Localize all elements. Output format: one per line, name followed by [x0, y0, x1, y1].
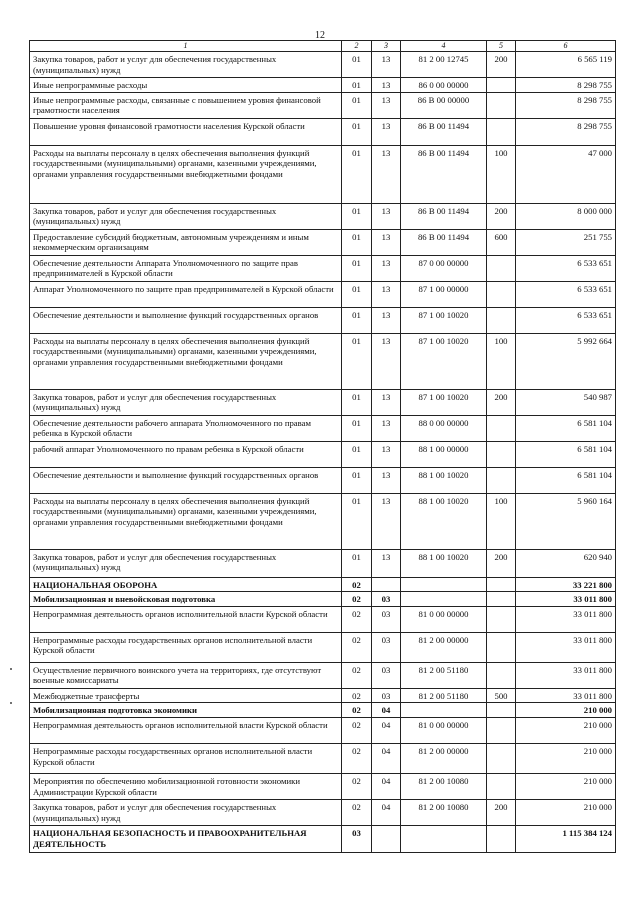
row-amount: 8 298 755: [516, 92, 616, 118]
row-name: рабочий аппарат Уполномоченного по правам ребенка в Курской области: [30, 441, 342, 467]
row-expense-type: [487, 281, 516, 307]
row-name: НАЦИОНАЛЬНАЯ ОБОРОНА: [30, 577, 342, 592]
row-subsection: 13: [372, 493, 401, 549]
table-row: [30, 415, 616, 441]
header-col-section: 2: [342, 41, 372, 52]
row-expense-type: [487, 577, 516, 592]
row-amount: 251 755: [516, 229, 616, 255]
row-target-code: 81 2 00 51180: [401, 688, 487, 703]
row-subsection: 03: [372, 606, 401, 632]
row-expense-type: [487, 662, 516, 688]
row-name: Обеспечение деятельности рабочего аппарата Уполномоченного по правам ребенка в Курской области: [30, 415, 342, 441]
row-expense-type: 200: [487, 52, 516, 78]
row-section: 01: [342, 203, 372, 229]
row-section: 02: [342, 703, 372, 718]
row-target-code: 86 В 00 11494: [401, 229, 487, 255]
row-amount: 33 011 800: [516, 688, 616, 703]
row-name: Иные непрограммные расходы: [30, 78, 342, 93]
row-subsection: 13: [372, 389, 401, 415]
row-amount: 6 533 651: [516, 255, 616, 281]
row-amount: 33 011 800: [516, 662, 616, 688]
row-expense-type: [487, 255, 516, 281]
row-target-code: 81 2 00 00000: [401, 632, 487, 662]
header-col-subsection: 3: [372, 41, 401, 52]
table-row: [30, 333, 616, 389]
row-subsection: 13: [372, 203, 401, 229]
row-target-code: 87 1 00 10020: [401, 333, 487, 389]
row-expense-type: 200: [487, 549, 516, 577]
row-target-code: 81 2 00 10080: [401, 774, 487, 800]
row-target-code: 88 0 00 00000: [401, 415, 487, 441]
row-section: 02: [342, 577, 372, 592]
row-subsection: 13: [372, 441, 401, 467]
row-expense-type: [487, 606, 516, 632]
table-row: [30, 78, 616, 93]
table-row: [30, 441, 616, 467]
row-name: Закупка товаров, работ и услуг для обеспечения государственных (муниципальных) нужд: [30, 203, 342, 229]
row-name: Расходы на выплаты персоналу в целях обеспечения выполнения функций государственными (муниципальными) органами, казенными учреждениями, органами управления государственными внебюджетными фондами: [30, 333, 342, 389]
table-row: [30, 549, 616, 577]
table-row: [30, 493, 616, 549]
row-expense-type: 100: [487, 333, 516, 389]
row-subsection: 13: [372, 78, 401, 93]
row-subsection: 13: [372, 415, 401, 441]
row-subsection: 03: [372, 592, 401, 607]
row-amount: 210 000: [516, 703, 616, 718]
row-name: Закупка товаров, работ и услуг для обеспечения государственных (муниципальных) нужд: [30, 549, 342, 577]
row-section: 01: [342, 493, 372, 549]
budget-table: [29, 40, 616, 853]
row-expense-type: 100: [487, 493, 516, 549]
row-subsection: 04: [372, 744, 401, 774]
table-row: [30, 662, 616, 688]
row-section: 01: [342, 118, 372, 145]
row-name: Закупка товаров, работ и услуг для обеспечения государственных (муниципальных) нужд: [30, 52, 342, 78]
row-expense-type: [487, 592, 516, 607]
table-row: [30, 800, 616, 826]
row-name: НАЦИОНАЛЬНАЯ БЕЗОПАСНОСТЬ И ПРАВООХРАНИТЕЛЬНАЯ ДЕЯТЕЛЬНОСТЬ: [30, 826, 342, 853]
row-amount: 6 581 104: [516, 441, 616, 467]
row-subsection: 13: [372, 92, 401, 118]
row-subsection: 13: [372, 118, 401, 145]
row-section: 01: [342, 389, 372, 415]
row-target-code: 81 2 00 00000: [401, 744, 487, 774]
row-subsection: 13: [372, 255, 401, 281]
row-name: Обеспечение деятельности и выполнение функций государственных органов: [30, 307, 342, 333]
row-section: 01: [342, 229, 372, 255]
row-expense-type: [487, 441, 516, 467]
table-row: [30, 92, 616, 118]
row-subsection: 03: [372, 688, 401, 703]
row-target-code: [401, 703, 487, 718]
row-name: Расходы на выплаты персоналу в целях обеспечения выполнения функций государственными (муниципальными) органами, казенными учреждениями, органами управления государственными внебюджетными фондами: [30, 145, 342, 203]
row-amount: 47 000: [516, 145, 616, 203]
table-row: [30, 255, 616, 281]
row-section: 01: [342, 78, 372, 93]
row-subsection: 13: [372, 52, 401, 78]
row-target-code: 81 0 00 00000: [401, 606, 487, 632]
row-amount: 210 000: [516, 744, 616, 774]
header-col-target-code: 4: [401, 41, 487, 52]
row-expense-type: [487, 774, 516, 800]
row-name: Мобилизационная и вневойсковая подготовка: [30, 592, 342, 607]
row-name: Иные непрограммные расходы, связанные с повышением уровня финансовой грамотности населения: [30, 92, 342, 118]
row-expense-type: [487, 744, 516, 774]
page-number: 12: [315, 30, 325, 41]
row-name: Непрограммная деятельность органов исполнительной власти Курской области: [30, 606, 342, 632]
row-amount: 33 011 800: [516, 592, 616, 607]
row-expense-type: [487, 703, 516, 718]
row-amount: 5 960 164: [516, 493, 616, 549]
row-section: 02: [342, 774, 372, 800]
row-section: 02: [342, 718, 372, 744]
row-name: Закупка товаров, работ и услуг для обеспечения государственных (муниципальных) нужд: [30, 389, 342, 415]
row-amount: 33 011 800: [516, 606, 616, 632]
row-section: 01: [342, 467, 372, 493]
row-target-code: [401, 592, 487, 607]
row-amount: 6 565 119: [516, 52, 616, 78]
row-expense-type: 200: [487, 800, 516, 826]
table-header-row: [30, 41, 616, 52]
row-expense-type: [487, 78, 516, 93]
row-target-code: 88 1 00 10020: [401, 493, 487, 549]
row-subsection: 04: [372, 718, 401, 744]
row-name: Аппарат Уполномоченного по защите прав предпринимателей в Курской области: [30, 281, 342, 307]
row-expense-type: [487, 92, 516, 118]
row-target-code: 86 В 00 11494: [401, 203, 487, 229]
row-section: 03: [342, 826, 372, 853]
row-section: 02: [342, 592, 372, 607]
row-expense-type: 100: [487, 145, 516, 203]
row-name: Расходы на выплаты персоналу в целях обеспечения выполнения функций государственными (муниципальными) органами, казенными учреждениями, органами управления государственными внебюджетными фондами: [30, 493, 342, 549]
row-expense-type: 200: [487, 389, 516, 415]
row-expense-type: 600: [487, 229, 516, 255]
row-name: Непрограммные расходы государственных органов исполнительной власти Курской области: [30, 744, 342, 774]
row-section: 02: [342, 688, 372, 703]
table-row-section: [30, 577, 616, 592]
row-subsection: 13: [372, 281, 401, 307]
row-section: 02: [342, 606, 372, 632]
table-row: [30, 467, 616, 493]
row-section: 02: [342, 632, 372, 662]
table-row-section: [30, 826, 616, 853]
row-amount: 210 000: [516, 718, 616, 744]
row-section: 01: [342, 145, 372, 203]
row-target-code: 86 В 00 00000: [401, 92, 487, 118]
row-amount: 6 581 104: [516, 467, 616, 493]
row-target-code: 87 1 00 10020: [401, 389, 487, 415]
row-expense-type: 500: [487, 688, 516, 703]
table-row: [30, 774, 616, 800]
row-section: 01: [342, 52, 372, 78]
row-subsection: 04: [372, 703, 401, 718]
row-section: 01: [342, 549, 372, 577]
header-col-name: 1: [30, 41, 342, 52]
row-subsection: [372, 826, 401, 853]
table-row: [30, 606, 616, 632]
scan-speck: [10, 702, 12, 704]
row-name: Обеспечение деятельности Аппарата Уполномоченного по защите прав предпринимателей в Курской области: [30, 255, 342, 281]
row-amount: 6 533 651: [516, 281, 616, 307]
row-name: Осуществление первичного воинского учета на территориях, где отсутствуют военные комиссариаты: [30, 662, 342, 688]
row-name: Непрограммная деятельность органов исполнительной власти Курской области: [30, 718, 342, 744]
row-name: Мобилизационная подготовка экономики: [30, 703, 342, 718]
row-expense-type: [487, 826, 516, 853]
header-col-amount: 6: [516, 41, 616, 52]
row-target-code: 86 0 00 00000: [401, 78, 487, 93]
table-row: [30, 145, 616, 203]
row-amount: 8 298 755: [516, 78, 616, 93]
row-name: Межбюджетные трансферты: [30, 688, 342, 703]
row-expense-type: [487, 118, 516, 145]
row-amount: 540 987: [516, 389, 616, 415]
row-name: Предоставление субсидий бюджетным, автономным учреждениям и иным некоммерческим организациям: [30, 229, 342, 255]
row-section: 02: [342, 744, 372, 774]
row-section: 01: [342, 92, 372, 118]
row-subsection: 13: [372, 229, 401, 255]
row-target-code: 87 1 00 00000: [401, 281, 487, 307]
row-amount: 33 221 800: [516, 577, 616, 592]
row-expense-type: [487, 307, 516, 333]
table-row-subsection: [30, 592, 616, 607]
row-section: 01: [342, 281, 372, 307]
row-subsection: 04: [372, 800, 401, 826]
table-row: [30, 389, 616, 415]
row-subsection: 03: [372, 632, 401, 662]
row-target-code: 87 1 00 10020: [401, 307, 487, 333]
row-target-code: 86 В 00 11494: [401, 145, 487, 203]
row-amount: 1 115 384 124: [516, 826, 616, 853]
table-row: [30, 229, 616, 255]
row-target-code: 88 1 00 00000: [401, 441, 487, 467]
row-subsection: 03: [372, 662, 401, 688]
row-amount: 8 298 755: [516, 118, 616, 145]
row-section: 01: [342, 333, 372, 389]
table-row: [30, 118, 616, 145]
row-expense-type: [487, 718, 516, 744]
row-section: 02: [342, 800, 372, 826]
row-name: Обеспечение деятельности и выполнение функций государственных органов: [30, 467, 342, 493]
row-subsection: [372, 577, 401, 592]
row-subsection: 13: [372, 467, 401, 493]
row-expense-type: [487, 632, 516, 662]
row-subsection: 13: [372, 549, 401, 577]
table-row: [30, 52, 616, 78]
row-expense-type: [487, 415, 516, 441]
table-row: [30, 632, 616, 662]
row-section: 01: [342, 415, 372, 441]
table-row: [30, 718, 616, 744]
row-target-code: [401, 826, 487, 853]
row-target-code: 88 1 00 10020: [401, 467, 487, 493]
row-name: Повышение уровня финансовой грамотности населения Курской области: [30, 118, 342, 145]
row-name: Закупка товаров, работ и услуг для обеспечения государственных (муниципальных) нужд: [30, 800, 342, 826]
row-target-code: 81 2 00 10080: [401, 800, 487, 826]
row-target-code: [401, 577, 487, 592]
row-amount: 620 940: [516, 549, 616, 577]
scan-speck: [10, 668, 12, 670]
row-section: 02: [342, 662, 372, 688]
row-target-code: 86 В 00 11494: [401, 118, 487, 145]
row-target-code: 81 0 00 00000: [401, 718, 487, 744]
row-amount: 33 011 800: [516, 632, 616, 662]
row-section: 01: [342, 441, 372, 467]
table-row: [30, 688, 616, 703]
row-target-code: 87 0 00 00000: [401, 255, 487, 281]
row-target-code: 81 2 00 12745: [401, 52, 487, 78]
row-expense-type: 200: [487, 203, 516, 229]
table-row: [30, 281, 616, 307]
row-amount: 210 000: [516, 800, 616, 826]
row-subsection: 13: [372, 145, 401, 203]
row-name: Мероприятия по обеспечению мобилизационной готовности экономики Администрации Курской области: [30, 774, 342, 800]
row-section: 01: [342, 307, 372, 333]
table-row: [30, 203, 616, 229]
header-col-expense-type: 5: [487, 41, 516, 52]
row-subsection: 04: [372, 774, 401, 800]
row-expense-type: [487, 467, 516, 493]
row-name: Непрограммные расходы государственных органов исполнительной власти Курской области: [30, 632, 342, 662]
table-row-subsection: [30, 703, 616, 718]
table-row: [30, 307, 616, 333]
row-target-code: 81 2 00 51180: [401, 662, 487, 688]
row-subsection: 13: [372, 333, 401, 389]
row-amount: 8 000 000: [516, 203, 616, 229]
row-subsection: 13: [372, 307, 401, 333]
row-amount: 5 992 664: [516, 333, 616, 389]
row-target-code: 88 1 00 10020: [401, 549, 487, 577]
row-section: 01: [342, 255, 372, 281]
row-amount: 210 000: [516, 774, 616, 800]
row-amount: 6 581 104: [516, 415, 616, 441]
row-amount: 6 533 651: [516, 307, 616, 333]
table-row: [30, 744, 616, 774]
